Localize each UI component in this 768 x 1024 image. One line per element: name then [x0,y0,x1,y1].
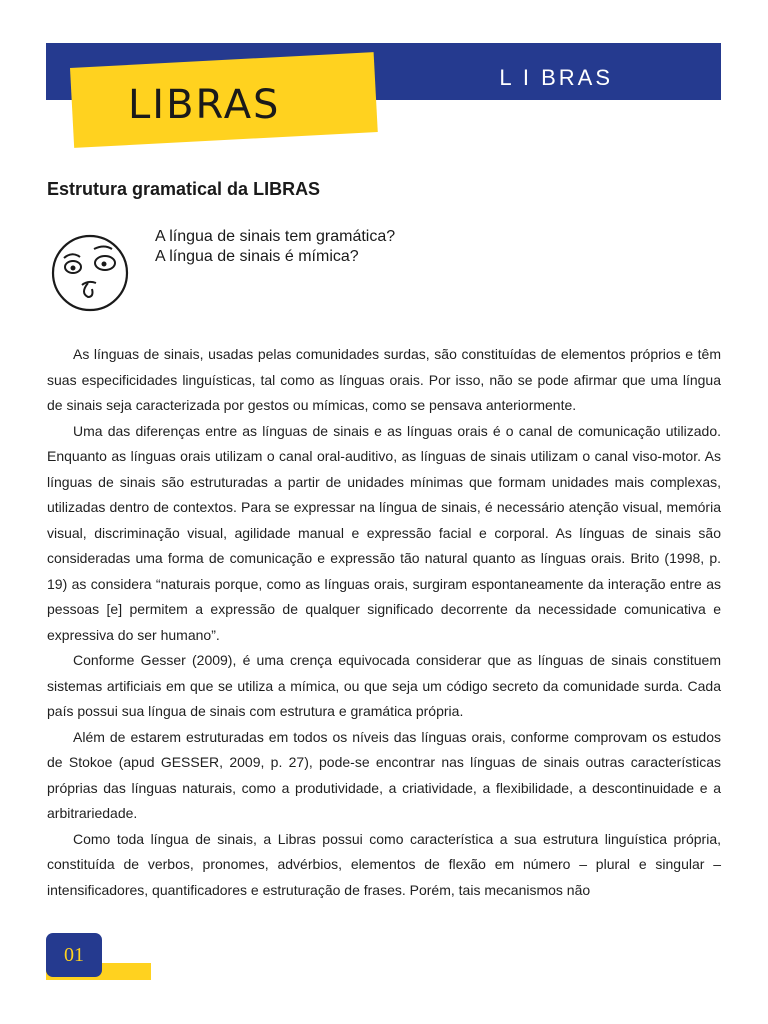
question-item: A língua de sinais tem gramática? [155,228,396,245]
section-title: Estrutura gramatical da LIBRAS [47,179,321,199]
question-item: A língua de sinais é mímica? [155,248,359,265]
question-list [155,227,395,267]
body-text [47,342,721,903]
paragraph: As línguas de sinais, usadas pelas comunidades surdas, são constituídas de elementos próprios e têm suas especificidades linguísticas, tal como as línguas orais. Por isso, não se pode afirmar que uma língua de sinais seja caracterizada por gestos ou mímicas, como se pensava anteriormente. [47,346,721,413]
paragraph: Uma das diferenças entre as línguas de sinais e as línguas orais é o canal de comunicação utilizado. Enquanto as línguas orais utilizam o canal oral-auditivo, as línguas de sinais utilizam o canal viso-motor. As línguas de sinais são estruturadas a partir de unidades mínimas que formam unidades mais complexas, utilizadas dentro de contextos. Para se expressar na língua de sinais, é necessário atenção visual, memória visual, discriminação visual, agilidade manual e expressão facial e corporal. As línguas de sinais são consideradas uma forma de comunicação e expressão tão natural quanto as línguas orais. Brito (1998, p. 19) as considera “naturais porque, como as línguas orais, surgiram espontaneamente da interação entre as pessoas [e] permitem a expressão de qualquer significado decorrente da necessidade comunicativa e expressiva do ser humano”. [47,422,721,643]
header-band-label: L I BRAS [499,65,613,90]
paragraph: Como toda língua de sinais, a Libras possui como característica a sua estrutura linguística própria, constituída de verbos, pronomes, advérbios, elementos de flexão em número – plural e singular – intensificadores, quantificadores e estruturação de frases. Porém, tais mecanismos não [47,830,721,898]
page-title: LIBRAS [128,82,281,128]
paragraph: Conforme Gesser (2009), é uma crença equivocada considerar que as línguas de sinais constituem sistemas artificiais em que se utiliza a mímica, ou que seja um código secreto da comunidade surda. Cada país possui sua língua de sinais com estrutura e gramática própria. [47,652,721,719]
thinking-face-icon [50,233,130,313]
page-number-badge: 01 [46,933,102,977]
paragraph: Além de estarem estruturadas em todos os níveis das línguas orais, conforme comprovam os estudos de Stokoe (apud GESSER, 2009, p. 27), pode-se encontrar nas línguas de sinais outras características próprias das línguas naturais, como a produtividade, a criatividade, a flexibilidade, a descontinuidade e a arbitrariedade. [47,728,721,821]
